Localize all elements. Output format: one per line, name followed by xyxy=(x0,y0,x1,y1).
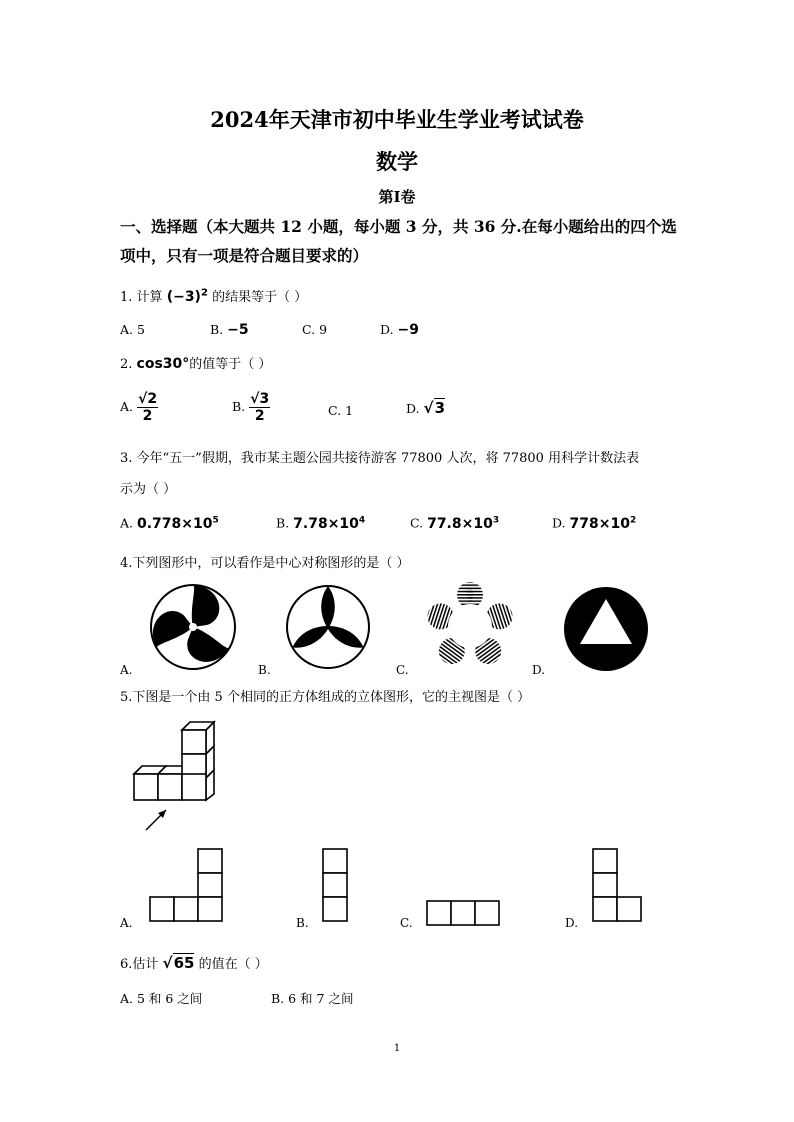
exam-title: 2024年天津市初中毕业生学业考试试卷 xyxy=(210,107,584,132)
q5-label-b: B. xyxy=(296,916,309,930)
q5-view-b[interactable] xyxy=(322,848,348,922)
q2-expression: cos30° xyxy=(136,356,190,372)
q3-option-a[interactable]: A. $0.778\times 10^5$ xyxy=(120,515,219,532)
q1-exponent: 2 xyxy=(200,287,208,299)
q2-option-c[interactable]: C. 1 xyxy=(328,403,354,418)
question-5: 5.下图是一个由 5 个相同的正方体组成的立体图形，它的主视图是（ ） xyxy=(120,690,531,705)
q1-option-b[interactable]: B. −5 xyxy=(210,322,249,338)
q2-prefix: 2. xyxy=(120,357,133,372)
q4-label-a: A. xyxy=(120,663,133,677)
q2-option-b[interactable]: B. $\frac{√3}{2}$ xyxy=(232,391,270,424)
q1-option-d[interactable]: D. −9 xyxy=(380,322,420,338)
question-6 xyxy=(120,953,268,972)
q5-label-c: C. xyxy=(400,916,413,930)
q3-option-d[interactable]: D. $778\times 10^2$ xyxy=(552,515,637,532)
question-4: 4.下列图形中，可以看作是中心对称图形的是（ ） xyxy=(120,556,410,571)
q4-label-b: B. xyxy=(258,663,271,677)
subject-title: 数学 xyxy=(376,149,418,174)
q5-label-a: A. xyxy=(120,916,133,930)
q2-option-a[interactable]: A. $\frac{√2}{2}$ xyxy=(120,391,158,424)
q6-sqrt: √65 xyxy=(162,954,195,972)
volume-title: 第Ⅰ卷 xyxy=(378,188,416,206)
q1-option-c[interactable]: C. 9 xyxy=(302,322,328,337)
q5-view-a[interactable] xyxy=(150,848,224,922)
q5-view-c[interactable] xyxy=(426,900,500,926)
q2-option-d[interactable]: D. √3 xyxy=(406,399,445,417)
page-number: 1 xyxy=(393,1043,401,1054)
section-heading xyxy=(120,212,680,270)
q2-d-sqrt: √3 xyxy=(423,399,445,417)
question-3-line1: 3. 今年“五一”假期，我市某主题公园共接待游客 77800 人次，将 77800 用科学计数法表 xyxy=(120,451,640,466)
q5-label-d: D. xyxy=(565,916,579,930)
q3-option-c[interactable]: C. $77.8\times 10^3$ xyxy=(410,515,500,532)
q6-prefix: 6.估计 xyxy=(120,957,159,972)
section-heading-line2: 项中，只有一项是符合题目要求的） xyxy=(120,246,369,265)
q2-suffix: 的值等于（ ） xyxy=(189,357,272,372)
q6-suffix: 的值在（ ） xyxy=(198,957,268,972)
q5-view-d[interactable] xyxy=(592,848,642,922)
q4-figure-c[interactable] xyxy=(424,582,516,670)
q2-a-fraction: $\frac{√2}{2}$ xyxy=(138,391,158,424)
q1-expression: $(-3)^2$ xyxy=(166,287,208,305)
q4-figure-d[interactable] xyxy=(563,586,649,672)
question-3-line2: 示为（ ） xyxy=(120,482,177,497)
q4-label-c: C. xyxy=(396,663,409,677)
q5-solid-figure xyxy=(128,716,228,836)
q2-b-fraction: $\frac{√3}{2}$ xyxy=(250,391,270,424)
q1-suffix: 的结果等于（ ） xyxy=(212,290,308,305)
q4-figure-a[interactable] xyxy=(150,584,236,670)
question-2 xyxy=(120,353,271,372)
q4-figure-b[interactable] xyxy=(285,584,371,670)
q3-option-b[interactable]: B. $7.78\times 10^4$ xyxy=(276,515,366,532)
q1-option-a[interactable]: A. 5 xyxy=(120,322,145,337)
q6-option-a[interactable]: A. 5 和 6 之间 xyxy=(120,991,203,1006)
q6-option-b[interactable]: B. 6 和 7 之间 xyxy=(271,991,354,1006)
q4-label-d: D. xyxy=(532,663,546,677)
section-heading-line1: 一、选择题（本大题共 12 小题，每小题 3 分，共 36 分.在每小题给出的四个选 xyxy=(120,217,677,236)
question-1 xyxy=(120,286,307,305)
q1-prefix: 1. 计算 xyxy=(120,290,163,305)
